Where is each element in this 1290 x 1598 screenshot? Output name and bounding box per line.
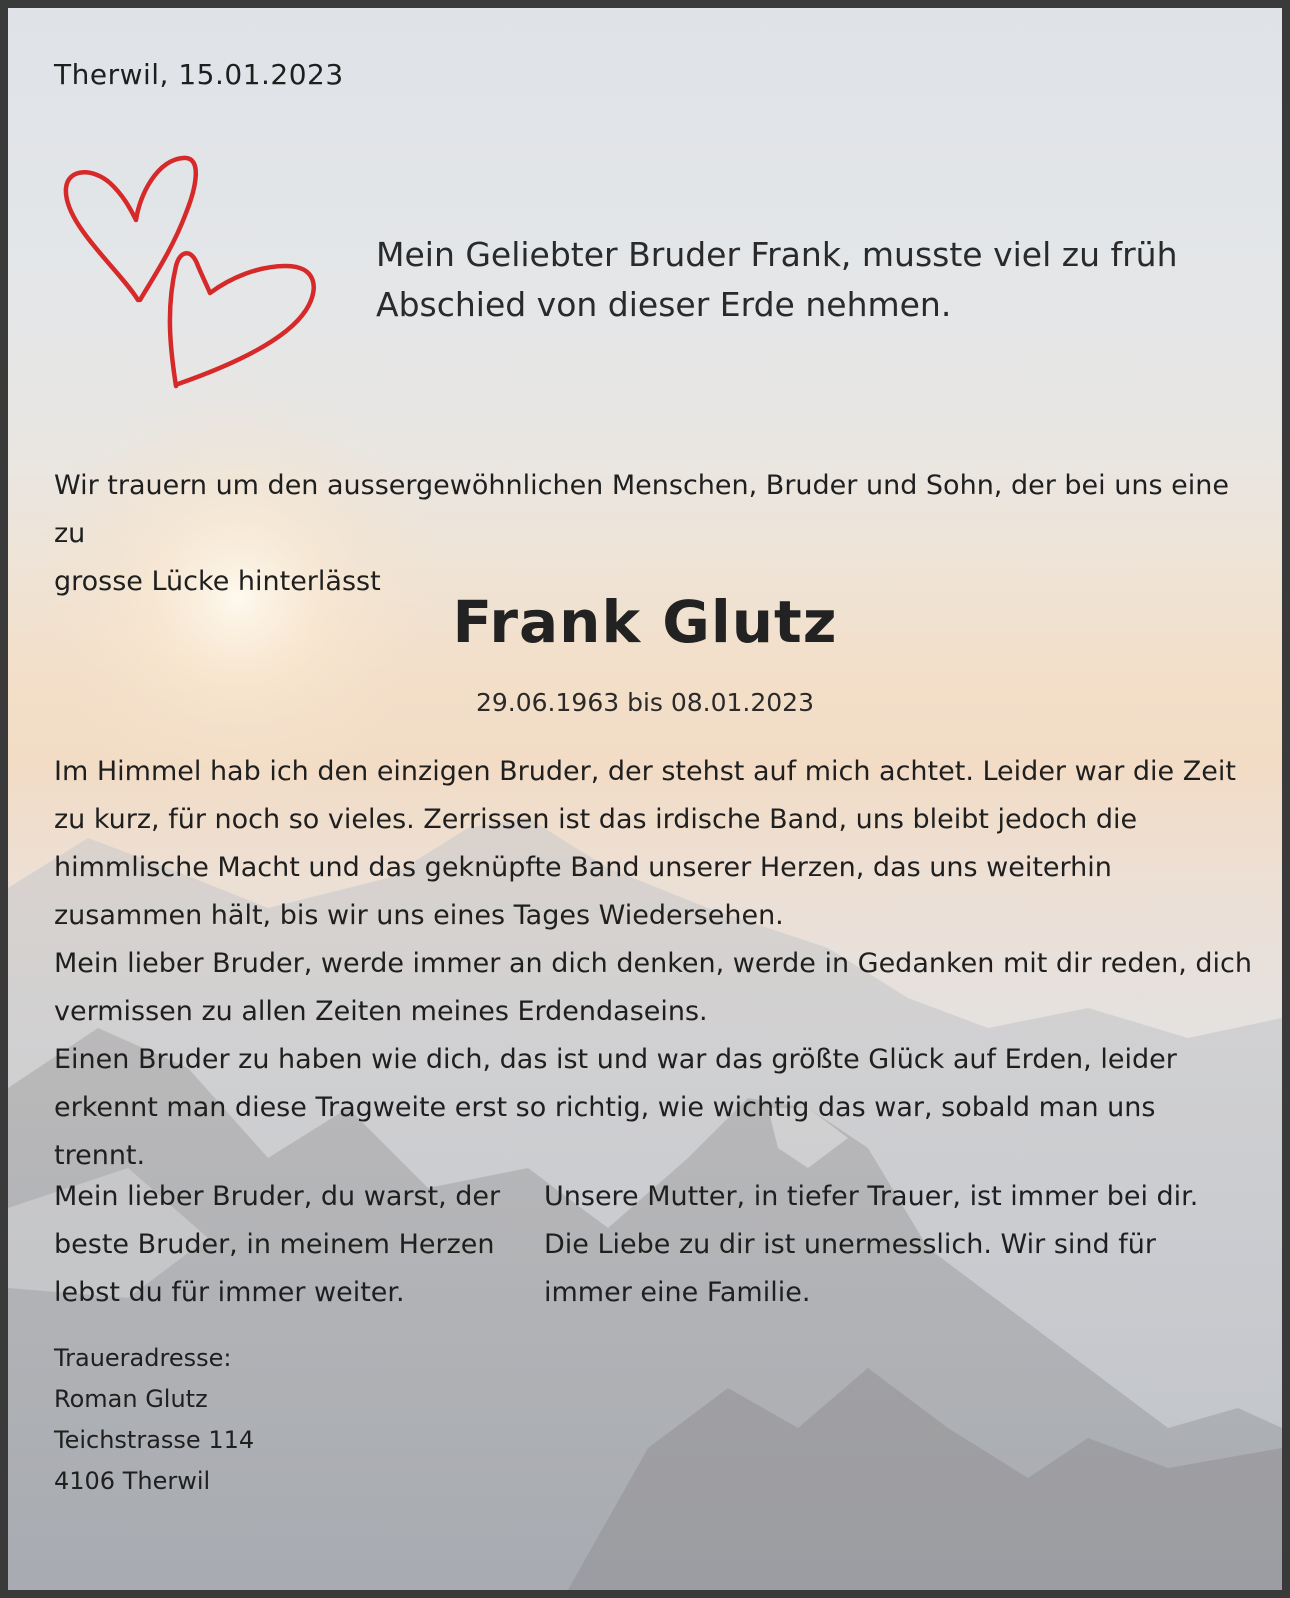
two-hearts-icon <box>58 148 328 393</box>
right-column-line: immer eine Familie. <box>544 1277 811 1308</box>
right-column-text <box>544 1173 1234 1317</box>
left-column-line: Mein lieber Bruder, du warst, der <box>54 1181 501 1212</box>
poem-line: Mein lieber Bruder, werde immer an dich denken, werde in Gedanken mit dir reden, dich <box>54 948 1252 979</box>
right-column-line: Die Liebe zu dir ist unermesslich. Wir sind für <box>544 1229 1156 1260</box>
poem-line: vermissen zu allen Zeiten meines Erdendaseins. <box>54 996 708 1027</box>
life-dates: 29.06.1963 bis 08.01.2023 <box>475 688 814 717</box>
intro-text <box>376 230 1236 330</box>
poem-line: Im Himmel hab ich den einzigen Bruder, der stehst auf mich achtet. Leider war die Zeit <box>54 756 1236 787</box>
deceased-name: Frank Glutz <box>452 588 838 656</box>
poem-line: Einen Bruder zu haben wie dich, das ist und war das größte Glück auf Erden, leider <box>54 1044 1177 1075</box>
intro-line: Abschied von dieser Erde nehmen. <box>376 285 952 324</box>
left-column-line: lebst du für immer weiter. <box>54 1277 405 1308</box>
poem-text <box>54 748 1254 1180</box>
address-city: 4106 Therwil <box>54 1467 211 1495</box>
intro-line: Mein Geliebter Bruder Frank, musste viel zu früh <box>376 235 1178 274</box>
address-name: Roman Glutz <box>54 1385 208 1413</box>
obituary-card <box>8 8 1282 1590</box>
right-column-line: Unsere Mutter, in tiefer Trauer, ist immer bei dir. <box>544 1181 1199 1212</box>
address-label: Traueradresse: <box>54 1344 232 1372</box>
mourning-line: grosse Lücke hinterlässt <box>54 566 381 597</box>
left-column-line: beste Bruder, in meinem Herzen <box>54 1229 495 1260</box>
mourning-text <box>54 462 1244 606</box>
mourning-address <box>54 1338 254 1502</box>
left-column-text <box>54 1173 504 1317</box>
poem-line: himmlische Macht und das geknüpfte Band unserer Herzen, das uns weiterhin <box>54 852 1112 883</box>
address-street: Teichstrasse 114 <box>54 1426 255 1454</box>
poem-line: zusammen hält, bis wir uns eines Tages Wiedersehen. <box>54 900 784 931</box>
mourning-line: Wir trauern um den aussergewöhnlichen Menschen, Bruder und Sohn, der bei uns eine zu <box>54 470 1229 549</box>
place-date: Therwil, 15.01.2023 <box>54 58 344 91</box>
poem-line: erkennt man diese Tragweite erst so richtig, wie wichtig das war, sobald man uns trennt. <box>54 1092 1156 1171</box>
poem-line: zu kurz, für noch so vieles. Zerrissen ist das irdische Band, uns bleibt jedoch die <box>54 804 1138 835</box>
